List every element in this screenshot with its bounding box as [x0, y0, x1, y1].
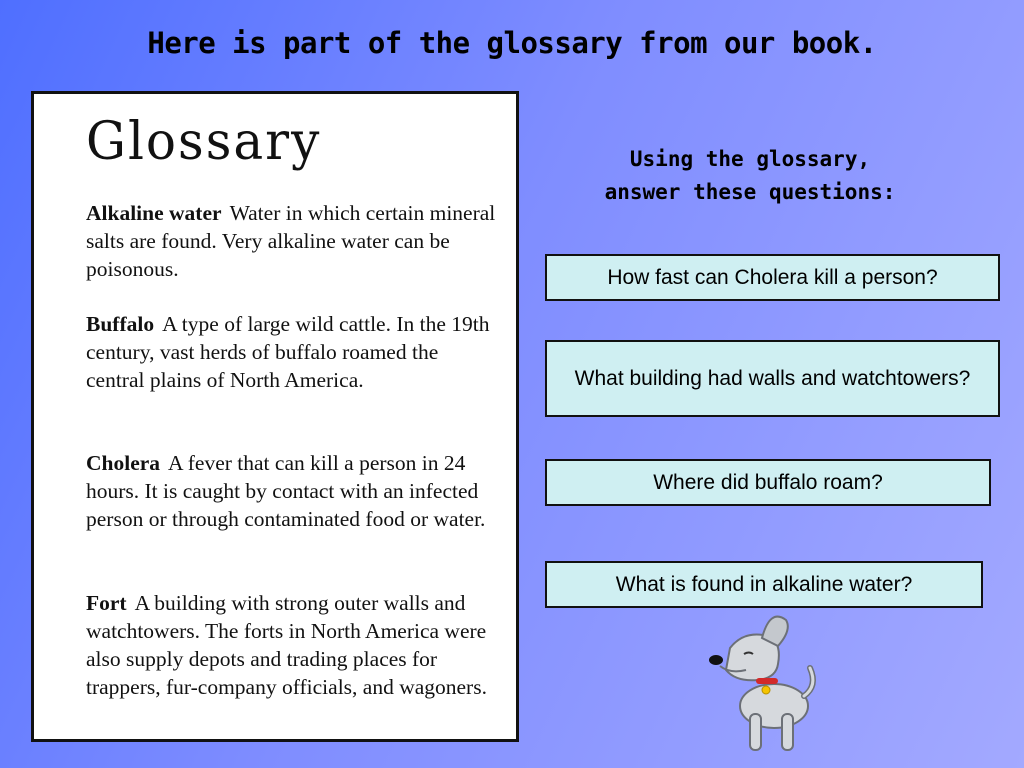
glossary-heading: Glossary: [86, 110, 322, 172]
instructions-line-1: Using the glossary,: [629, 147, 871, 171]
glossary-term: Alkaline water: [86, 201, 222, 225]
glossary-entry-fort: [86, 589, 496, 701]
glossary-definition: A type of large wild cattle. In the 19th century, vast herds of buffalo roamed the central plains of North America.: [86, 312, 490, 392]
glossary-definition: A fever that can kill a person in 24 hours. It is caught by contact with an infected person or through contaminated food or water.: [86, 451, 486, 531]
question-label: What is found in alkaline water?: [615, 572, 913, 596]
instructions-line-2: answer these questions:: [604, 180, 896, 204]
question-alkaline-water-button[interactable]: [545, 561, 983, 608]
glossary-entry-buffalo: [86, 310, 496, 394]
slide-title: Here is part of the glossary from our book.: [147, 26, 877, 60]
dog-icon: [700, 610, 830, 760]
glossary-term: Buffalo: [86, 312, 155, 336]
glossary-term: Fort: [86, 591, 127, 615]
glossary-page-image: [31, 91, 519, 742]
glossary-entry-alkaline-water: [86, 199, 496, 283]
glossary-term: Cholera: [86, 451, 161, 475]
question-cholera-button[interactable]: [545, 254, 1000, 301]
question-label: How fast can Cholera kill a person?: [607, 265, 938, 289]
glossary-entry-cholera: [86, 449, 496, 533]
question-label: What building had walls and watchtowers?: [574, 366, 971, 390]
question-label: Where did buffalo roam?: [653, 470, 883, 494]
question-fort-button[interactable]: [545, 340, 1000, 417]
glossary-definition: A building with strong outer walls and watchtowers. The forts in North America were also supply depots and trading places for trappers, fur-company officials, and wagoners.: [86, 591, 487, 699]
question-buffalo-button[interactable]: [545, 459, 991, 506]
glossary-definition: Water in which certain mineral salts are found. Very alkaline water can be poisonous.: [86, 201, 496, 281]
instructions-text: [560, 143, 940, 209]
